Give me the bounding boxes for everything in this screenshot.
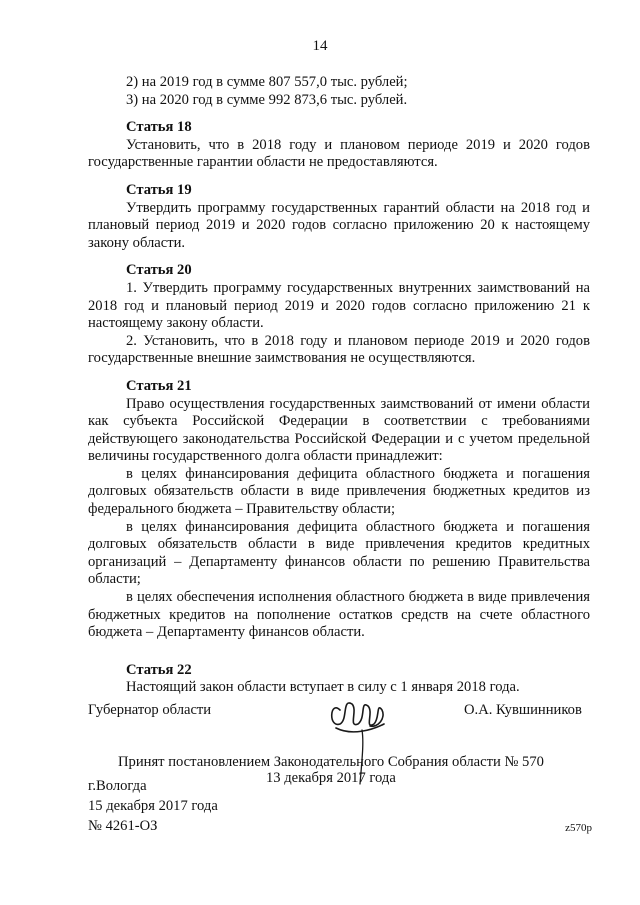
article-paragraph: в целях обеспечения исполнения областного бюджета в виде привлечения бюджетных кредитов на пополнение остатков средств на счете областного бюджета – Департаменту финансов области. xyxy=(88,589,590,641)
signing-date: 15 декабря 2017 года xyxy=(88,798,218,814)
adoption-date: 13 декабря 2017 года xyxy=(266,770,396,786)
signatory-name: О.А. Кувшинников xyxy=(464,702,582,718)
document-code: z570р xyxy=(565,822,592,834)
page-number: 14 xyxy=(312,38,328,54)
article-paragraph: Установить, что в 2018 году и плановом периоде 2019 и 2020 годов государственные гарантии области не предоставляются. xyxy=(88,136,590,171)
article-paragraph: в целях финансирования дефицита областного бюджета и погашения долговых обязательств области в виде привлечения бюджетных кредитов из федерального бюджета – Правительству области; xyxy=(88,465,590,518)
signature-block xyxy=(0,680,640,750)
list-item: 2) на 2019 год в сумме 807 557,0 тыс. рублей; xyxy=(126,74,408,90)
adoption-text: Принят постановлением Законодательного Собрания области № 570 xyxy=(118,754,544,770)
article-paragraph: Настоящий закон области вступает в силу с 1 января 2018 года. xyxy=(126,679,520,696)
article-title: Статья 18 xyxy=(126,119,192,136)
article-title: Статья 19 xyxy=(126,181,192,198)
article-paragraph: Право осуществления государственных заимствований от имени области как субъекта Российской Федерации в соответствии с требованиями действующего законодательства Российской Федерации и с учетом предельной величины государственного долга области принадлежит: xyxy=(88,395,590,465)
article-paragraph: в целях финансирования дефицита областного бюджета и погашения долговых обязательств области в виде привлечения кредитов кредитных организаций – Департаменту финансов области по решению Правительства области; xyxy=(88,518,590,588)
document-footer xyxy=(88,776,218,836)
article-paragraph: 1. Утвердить программу государственных внутренних заимствований на 2018 год и плановый период 2019 и 2020 годов согласно приложению 21 к настоящему закону области. xyxy=(88,279,590,332)
article-title: Статья 22 xyxy=(126,661,192,678)
document-body xyxy=(88,74,590,697)
signatory-title: Губернатор области xyxy=(88,702,212,718)
law-number: № 4261-ОЗ xyxy=(88,818,158,834)
article-title: Статья 20 xyxy=(126,262,192,279)
city: г.Вологда xyxy=(88,778,147,794)
article-title: Статья 21 xyxy=(126,377,192,394)
article-paragraph: 2. Установить, что в 2018 году и плановом периоде 2019 и 2020 годов государственные внешние заимствования не осуществляются. xyxy=(88,332,590,367)
article-paragraph: Утвердить программу государственных гарантий области на 2018 год и плановый период 2019 и 2020 годов согласно приложению 20 к настоящему закону области. xyxy=(88,199,590,251)
list-item: 3) на 2020 год в сумме 992 873,6 тыс. рублей. xyxy=(126,91,408,108)
